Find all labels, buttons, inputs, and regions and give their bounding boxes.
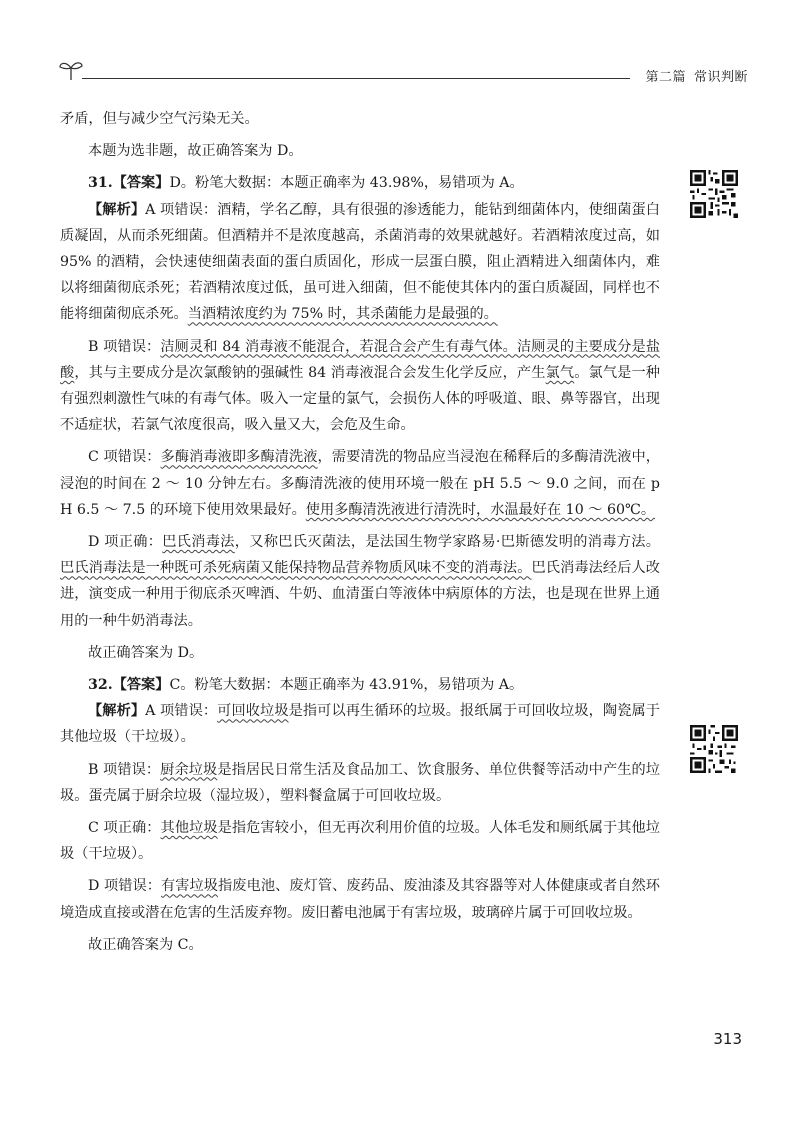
q32-analysis-a: 【解析】A 项错误：可回收垃圾是指可以再生循环的垃圾。报纸属于可回收垃圾，陶瓷属于其他垃圾（干垃圾）。 xyxy=(60,703,660,746)
solution-text xyxy=(60,106,660,958)
page-header xyxy=(58,58,748,86)
emphasis: 氯气 xyxy=(545,364,575,381)
emphasis: 当酒精浓度约为 75% 时，其杀菌能力是最强的。 xyxy=(187,306,498,323)
emphasis: 可回收垃圾 xyxy=(217,703,289,720)
q31-conclusion: 故正确答案为 D。 xyxy=(88,644,204,661)
q32-analysis-b: B 项错误：厨余垃圾是指居民日常生活及食品加工、饮食服务、单位供餐等活动中产生的垃圾。蛋壳属于厨余垃圾（湿垃圾），塑料餐盒属于可回收垃圾。 xyxy=(60,761,660,804)
sprout-icon xyxy=(58,58,84,82)
emphasis: 巴氏消毒法是一种既可杀死病菌又能保持物品营养物质风味不变的消毒法。 xyxy=(60,560,532,577)
header-rule xyxy=(82,78,630,79)
emphasis: 其他垃圾 xyxy=(160,820,218,837)
emphasis: 洁厕灵和 84 消毒液不能混合，若混合会产生有毒气体。洁厕灵的主要成分是盐酸 xyxy=(60,338,661,381)
answer-label: 32.【答案】 xyxy=(88,677,170,694)
q31-analysis-a: 【解析】A 项错误：酒精，学名乙醇，具有很强的渗透能力，能钻到细菌体内，使细菌蛋白质凝固，从而杀死细菌。但酒精并不是浓度越高，杀菌消毒的效果就越好。若酒精浓度过高，如 95% 的酒精，会快速使细菌表面的蛋白质固化，形成一层蛋白膜，阻止酒精进入细菌体内，难以将细菌彻底杀死；若酒精浓度过低，虽可进入细菌，但不能使其体内的蛋白质凝固，同样也不能将细菌彻底杀死。当酒精浓度约为 75% 时，其杀菌能力是最强的。 xyxy=(60,201,660,323)
chapter-label: 常识判断 xyxy=(693,70,748,85)
emphasis: 厨余垃圾 xyxy=(160,761,218,778)
q32-analysis-d: D 项错误：有害垃圾指废电池、废灯管、废药品、废油漆及其容器等对人体健康或者自然环境造成直接或潜在危害的生活废弃物。废旧蓄电池属于有害垃圾，玻璃碎片属于可回收垃圾。 xyxy=(60,878,660,921)
emphasis: 多酶消毒液即多酶清洗液 xyxy=(160,449,318,466)
emphasis: 有害垃圾 xyxy=(161,878,219,895)
q31-analysis-c: C 项错误：多酶消毒液即多酶清洗液，需要清洗的物品应当浸泡在稀释后的多酶清洗液中，浸泡的时间在 2 ～ 10 分钟左右。多酶清洗液的使用环境一般在 pH 5.5 ～ 9.0 之间，而在 pH 6.5 ～ 7.5 的环境下使用效果最好。使用多酶清洗液进行清洗时，水温最好在 10 ～ 60℃。 xyxy=(60,449,660,518)
q32-answer: 32.【答案】C。粉笔大数据：本题正确率为 43.91%，易错项为 A。 xyxy=(88,677,524,694)
section-title xyxy=(645,66,748,85)
q31-analysis-d: D 项正确：巴氏消毒法，又称巴氏灭菌法，是法国生物学家路易·巴斯德发明的消毒方法。巴氏消毒法是一种既可杀死病菌又能保持物品营养物质风味不变的消毒法。巴氏消毒法经后人改进，演变成一种用于彻底杀灭啤酒、牛奶、血清蛋白等液体中病原体的方法，也是现在世界上通用的一种牛奶消毒法。 xyxy=(60,534,660,629)
qr-code-q32[interactable] xyxy=(690,725,738,773)
q32-conclusion: 故正确答案为 C。 xyxy=(88,936,203,953)
paragraph: 本题为选非题，故正确答案为 D。 xyxy=(88,143,303,160)
part-label: 第二篇 xyxy=(645,70,686,85)
analysis-label: 【解析】 xyxy=(88,201,146,218)
emphasis: 使用多酶清洗液进行清洗时，水温最好在 10 ～ 60℃。 xyxy=(305,501,656,518)
q32-analysis-c: C 项正确：其他垃圾是指危害较小，但无再次利用价值的垃圾。人体毛发和厕纸属于其他垃圾（干垃圾）。 xyxy=(60,820,660,863)
qr-code-icon xyxy=(690,725,738,773)
page-number: 313 xyxy=(713,1030,742,1048)
qr-code-q31[interactable] xyxy=(690,170,738,218)
qr-code-icon xyxy=(690,170,738,218)
answer-label: 31.【答案】 xyxy=(88,175,170,192)
analysis-label: 【解析】 xyxy=(88,703,146,720)
q31-answer: 31.【答案】D。粉笔大数据：本题正确率为 43.98%，易错项为 A。 xyxy=(88,175,524,192)
emphasis: 巴氏消毒法 xyxy=(162,534,235,551)
paragraph: 矛盾，但与减少空气污染无关。 xyxy=(60,111,259,127)
q31-analysis-b: B 项错误：洁厕灵和 84 消毒液不能混合，若混合会产生有毒气体。洁厕灵的主要成分是盐酸，其与主要成分是次氯酸钠的强碱性 84 消毒液混合会发生化学反应，产生氯气。氯气是一种有强烈刺激性气味的有毒气体。吸入一定量的氯气，会损伤人体的呼吸道、眼、鼻等器官，出现不适症状，若氯气浓度很高，吸入量又大，会危及生命。 xyxy=(60,338,661,434)
